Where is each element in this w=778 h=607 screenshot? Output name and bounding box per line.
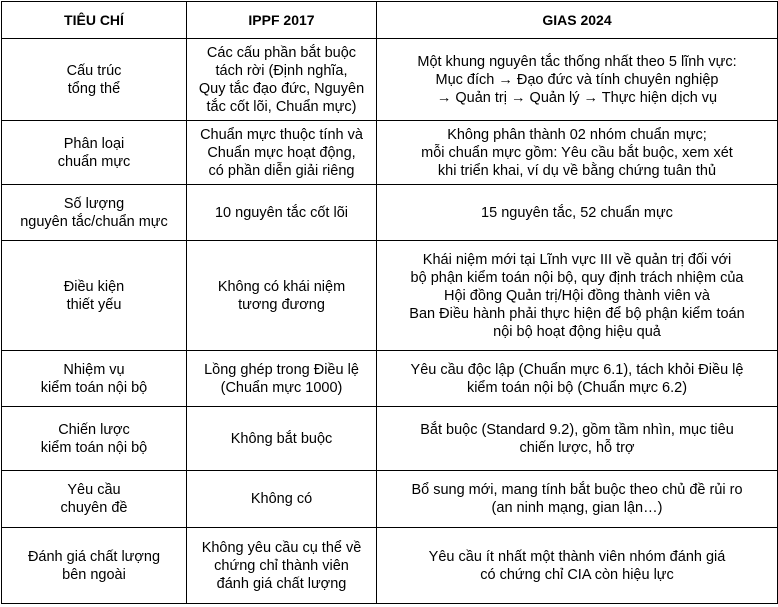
criterion-cell (2, 121, 187, 185)
gias-text: Một khung nguyên tắc thống nhất theo 5 lĩnh vực: Mục đích → Đạo đức và tính chuyên nghiệp → Quản trị → Quản lý → Thực hiện dịch vụ (417, 53, 737, 106)
header-row (2, 2, 778, 39)
table-row (2, 39, 778, 121)
ippf-text: Không bắt buộc (230, 430, 333, 447)
header-ippf-2017: IPPF 2017 (187, 2, 377, 39)
criterion-cell (2, 351, 187, 407)
ippf-text: Chuẩn mực thuộc tính và Chuẩn mực hoạt động, có phần diễn giải riêng (200, 126, 363, 179)
gias-cell (377, 471, 778, 528)
ippf-cell (187, 471, 377, 528)
gias-text: Yêu cầu độc lập (Chuẩn mực 6.1), tách khỏi Điều lệ kiểm toán nội bộ (Chuẩn mực 6.2) (410, 361, 744, 396)
ippf-cell (187, 185, 377, 241)
criterion-cell (2, 39, 187, 121)
table-row (2, 407, 778, 471)
criterion-cell (2, 241, 187, 351)
table-row (2, 121, 778, 185)
criterion-cell (2, 471, 187, 528)
criterion-text: Phân loại chuẩn mực (57, 135, 131, 170)
table-row (2, 185, 778, 241)
criterion-cell (2, 407, 187, 471)
criterion-cell (2, 528, 187, 604)
ippf-text: Không có khái niệm tương đương (217, 278, 346, 313)
gias-text: Không phân thành 02 nhóm chuẩn mực; mỗi chuẩn mực gồm: Yêu cầu bắt buộc, xem xét khi triển khai, ví dụ về bằng chứng tuân thủ (421, 126, 733, 179)
ippf-cell (187, 39, 377, 121)
ippf-cell (187, 121, 377, 185)
table-row (2, 471, 778, 528)
criterion-text: Nhiệm vụ kiểm toán nội bộ (40, 361, 148, 396)
gias-text: Yêu cầu ít nhất một thành viên nhóm đánh giá có chứng chỉ CIA còn hiệu lực (428, 548, 726, 583)
ippf-cell (187, 351, 377, 407)
criterion-text: Số lượng nguyên tắc/chuẩn mực (20, 195, 168, 230)
header-criterion: TIÊU CHÍ (2, 2, 187, 39)
table-row (2, 241, 778, 351)
header-gias-2024: GIAS 2024 (377, 2, 778, 39)
criterion-text: Điều kiện thiết yếu (63, 278, 125, 313)
ippf-text: Các cấu phần bắt buộc tách rời (Định nghĩa, Quy tắc đạo đức, Nguyên tắc cốt lõi, Chuẩn mực) (198, 44, 365, 115)
ippf-cell (187, 241, 377, 351)
gias-text: 15 nguyên tắc, 52 chuẩn mực (481, 204, 673, 221)
gias-cell (377, 121, 778, 185)
gias-text: Bổ sung mới, mang tính bắt buộc theo chủ đề rủi ro (an ninh mạng, gian lận…) (411, 482, 743, 516)
gias-cell (377, 39, 778, 121)
comparison-table (1, 1, 778, 604)
ippf-text: Không yêu cầu cụ thể về chứng chỉ thành viên đánh giá chất lượng (201, 539, 362, 592)
ippf-text: 10 nguyên tắc cốt lõi (214, 204, 348, 221)
criterion-text: Yêu cầu chuyên đề (60, 482, 128, 516)
criterion-text: Chiến lược kiểm toán nội bộ (40, 421, 148, 456)
criterion-text: Cấu trúc tổng thể (66, 62, 122, 97)
criterion-cell (2, 185, 187, 241)
ippf-cell (187, 528, 377, 604)
gias-cell (377, 185, 778, 241)
table-row (2, 528, 778, 604)
gias-cell (377, 241, 778, 351)
ippf-text: Lồng ghép trong Điều lệ (Chuẩn mực 1000) (204, 361, 359, 396)
ippf-cell (187, 407, 377, 471)
criterion-text: Đánh giá chất lượng bên ngoài (27, 548, 161, 583)
gias-cell (377, 407, 778, 471)
table-row (2, 351, 778, 407)
ippf-text: Không có (250, 491, 313, 507)
gias-cell (377, 351, 778, 407)
gias-text: Khái niệm mới tại Lĩnh vực III về quản trị đối với bộ phận kiểm toán nội bộ, quy định trách nhiệm của Hội đồng Quản trị/Hội đồng thành viên và Ban Điều hành phải thực hiện để bộ phận kiểm toán nội bộ hoạt động hiệu quả (409, 251, 745, 340)
gias-cell (377, 528, 778, 604)
gias-text: Bắt buộc (Standard 9.2), gồm tầm nhìn, mục tiêu chiến lược, hỗ trợ (420, 421, 734, 456)
